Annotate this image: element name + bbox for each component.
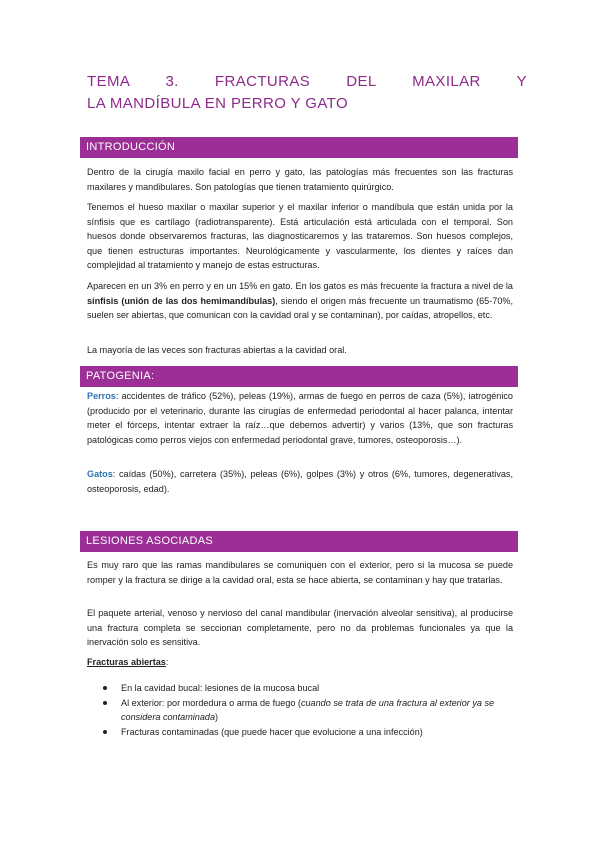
section-header-lesiones: LESIONES ASOCIADAS [80,531,518,552]
perros-label: Perros [87,391,116,401]
bullet-icon [103,730,107,734]
intro-p3-start: Aparecen en un 3% en perro y en un 15% en gato. En los gatos es más frecuente la fractura a nivel de la [87,281,513,291]
gatos-label: Gatos [87,469,113,479]
intro-paragraph-4: La mayoría de las veces son fracturas abiertas a la cavidad oral. [87,345,347,355]
fracturas-abiertas-heading [87,655,513,670]
bullet-text-italic: cuando se trata de una fractura al exterior ya se considera contaminada [121,697,495,723]
bullet-text-start: Al exterior: por mordedura o arma de fuego ( [121,697,301,708]
list-item [100,681,514,696]
lesiones-paragraph-2: El paquete arterial, venoso y nervioso del canal mandibular (inervación alveolar sensitiva), al producirse una fractura completa se seccionan completamente, pero no da problemas funcionales ya que la inervación solo es sensitiva. [87,608,513,648]
section-header-introduccion: INTRODUCCIÓN [80,137,518,158]
page-title [87,71,527,115]
fracturas-abiertas-list [100,681,514,739]
perros-text: : accidentes de tráfico (52%), peleas (19%), armas de fuego en perros de caza (5%), iatrogénico (producido por el veterinario, durante las cirugías de enfermedad periodontal al hacer palanca, intentar meter el fórceps, intentar extraer la raíz…que debemos advertir) y varios (13%, que son fracturas patológicas como perros viejos con enfermedad periodontal grave, tumores, osteoporosis…). [87,391,513,445]
list-item [100,696,514,725]
list-item [100,725,514,740]
intro-paragraph-1: Dentro de la cirugía maxilo facial en perro y gato, las patologías más frecuentes son las fracturas maxilares y mandibulares. Son patologías que tienen tratamiento quirúrgico. [87,167,513,192]
intro-p3-end: , siendo el origen más frecuente un traumatismo (65-70%, suelen ser abiertas, que comunican con la cavidad oral y se contaminan), por caídas, atropellos, etc. [87,295,513,321]
bullet-text-end: ) [215,712,219,723]
bullet-text: Fracturas contaminadas (que puede hacer que evolucione a una infección) [121,726,423,737]
bullet-icon [103,701,107,705]
title-line-1: TEMA 3. FRACTURAS DEL MAXILAR Y [87,73,527,90]
bullet-icon [103,686,107,690]
section-header-patogenia: PATOGENIA: [80,366,518,387]
patogenia-perros [87,389,513,447]
title-line-2: LA MANDÍBULA EN PERRO Y GATO [87,95,349,112]
intro-paragraph-2: Tenemos el hueso maxilar o maxilar superior y el maxilar inferior o mandíbula que están unida por la sínfisis que es cartílago (radiotransparente). Está articulación está articulada con el temporal. Son huesos donde observaremos fracturas, las diagnosticaremos y las trataremos. Son huesos complejos, que tienen estructuras importantes. Neurológicamente y vascularmente, los dientes y raíces dan complejidad al tratamiento y manejo de estas estructuras. [87,202,513,271]
patogenia-gatos [87,467,513,496]
fracturas-abiertas-label: Fracturas abiertas [87,657,166,667]
fracturas-abiertas-colon: : [165,657,169,667]
intro-paragraph-3 [87,279,513,323]
sinfisis-bold: sínfisis (unión de las dos hemimandíbulas) [87,295,276,306]
gatos-text: : caídas (50%), carretera (35%), peleas (6%), golpes (3%) y otros (6%, tumores, degenerativas, osteoporosis, edad). [87,469,513,494]
bullet-text: En la cavidad bucal: lesiones de la mucosa bucal [121,683,320,693]
lesiones-paragraph-1: Es muy raro que las ramas mandibulares se comuniquen con el exterior, pero si la mucosa se puede romper y la fractura se dirige a la cavidad oral, esta se hace abierta, se contaminan y hay que tratarlas. [87,560,513,585]
